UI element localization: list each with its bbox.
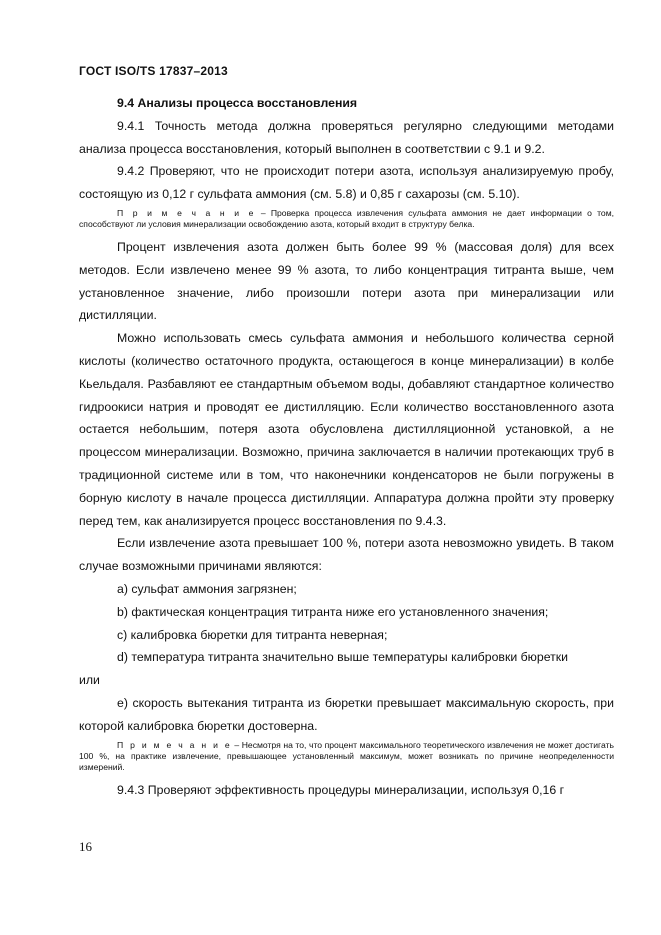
paragraph-9-4-3: 9.4.3 Проверяют эффективность процедуры минерализации, используя 0,16 г bbox=[117, 782, 565, 797]
paragraph-recovery-percent: Процент извлечения азота должен быть более 99 % (массовая доля) для всех методов. Если извлечено менее 99 % азота, то либо концентрация титранта выше, чем установленное значение, либо произошли потери азота при минерализации или дистилляции. bbox=[79, 239, 614, 323]
list-item-d-continuation: или bbox=[79, 673, 100, 688]
document-header: ГОСТ ISO/TS 17837–2013 bbox=[79, 64, 228, 78]
list-item-c: c) калибровка бюретки для титранта неверная; bbox=[117, 627, 388, 642]
note-1 bbox=[79, 208, 614, 230]
paragraph-9-4-1: 9.4.1 Точность метода должна проверяться регулярно следующими методами анализа процесса восстановления, который выполнен в соответствии с 9.1 и 9.2. bbox=[79, 118, 614, 156]
paragraph-9-4-2: 9.4.2 Проверяют, что не происходит потери азота, используя анализируемую пробу, состоящую из 0,12 г сульфата аммония (см. 5.8) и 0,85 г сахарозы (см. 5.10). bbox=[79, 164, 614, 202]
paragraph-mixture: Можно использовать смесь сульфата аммония и небольшого количества серной кислоты (количество остаточного продукта, остающегося в конце минерализации) в колбе Кьельдаля. Разбавляют ее стандартным объемом воды, добавляют стандартное количество гидроокиси натрия и проводят ее дистилляцию. Если количество восстановленного азота остается небольшим, потеря азота обусловлена дистилляционной установкой, а не процессом минерализации. Возможно, причина заключается в наличии протекающих труб в традиционной системе или в том, что наконечники конденсаторов не были погружены в борную кислоту в начале процесса дистилляции. Аппаратура должна пройти эту проверку перед тем, как анализируется процесс восстановления по 9.4.3. bbox=[79, 331, 614, 528]
list-item-d: d) температура титранта значительно выше температуры калибровки бюретки bbox=[117, 650, 569, 665]
document-body bbox=[79, 92, 614, 801]
note-text: – Проверка процесса извлечения сульфата аммония не дает информации о том, способствуют ли условия минерализации освобождению азота, который входит в структуру белка. bbox=[79, 207, 614, 229]
list-item-a: a) сульфат аммония загрязнен; bbox=[117, 581, 297, 596]
list-item-b: b) фактическая концентрация титранта ниже его установленного значения; bbox=[117, 604, 549, 619]
note-text: – Несмотря на то, что процент максимального теоретического извлечения не может достигать 100 %, на практике извлечение, превышающее установленный максимум, может возникать по причине неопределенности измерений. bbox=[79, 739, 614, 772]
page-number: 16 bbox=[79, 839, 92, 854]
paragraph-exceeds-100: Если извлечение азота превышает 100 %, потери азота невозможно увидеть. В таком случае возможными причинами являются: bbox=[79, 536, 614, 574]
note-label: П р и м е ч а н и е bbox=[117, 207, 256, 218]
section-title: 9.4 Анализы процесса восстановления bbox=[117, 96, 358, 110]
note-2 bbox=[79, 740, 614, 773]
list-item-e: e) скорость вытекания титранта из бюретки превышает максимальную скорость, при которой калибровка бюретки достоверна. bbox=[79, 695, 614, 733]
note-label: П р и м е ч а н и е bbox=[117, 739, 232, 750]
